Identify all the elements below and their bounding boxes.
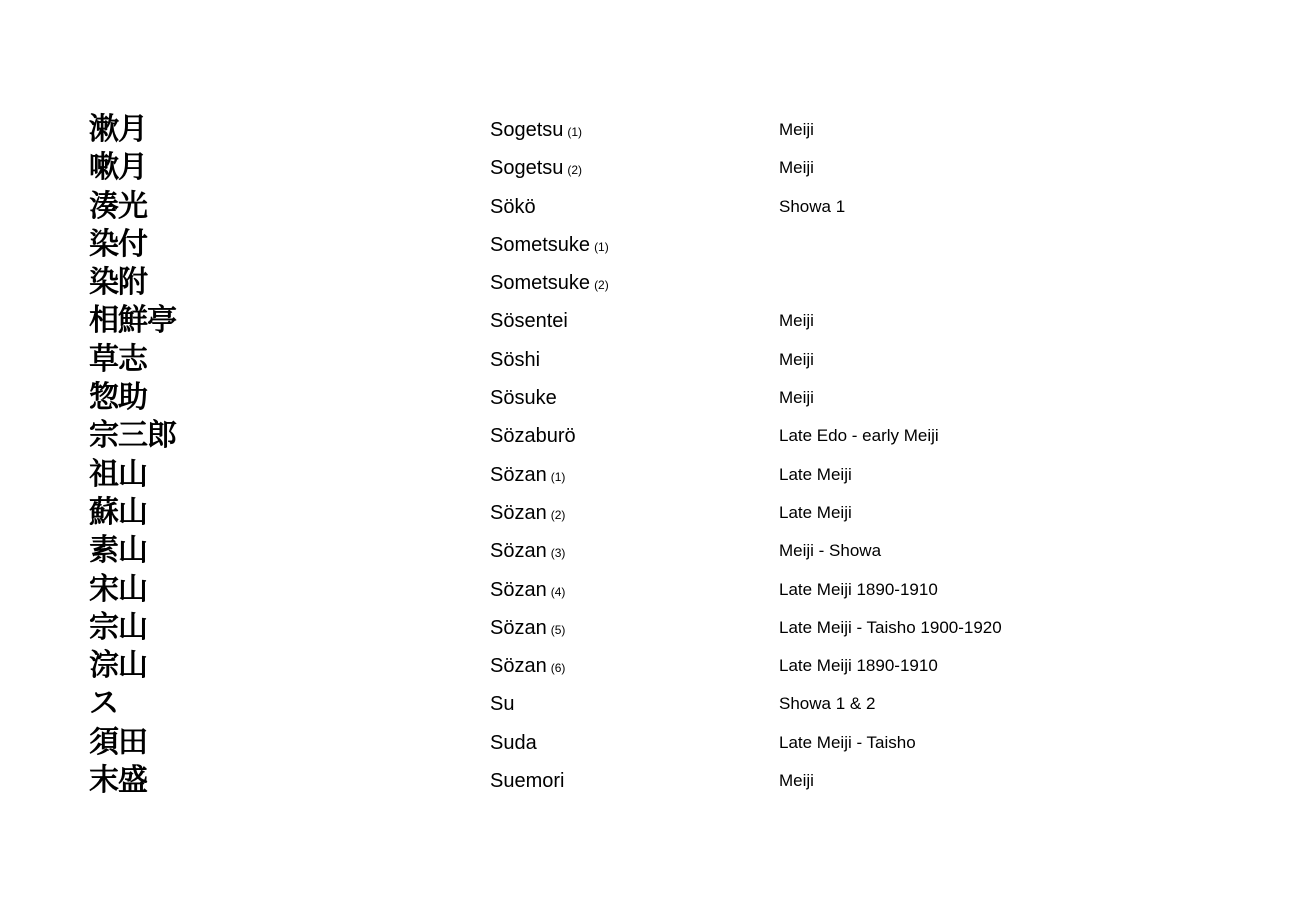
table-row xyxy=(89,571,1089,609)
variant-number: (2) xyxy=(567,163,583,178)
period-text: Late Meiji 1890-1910 xyxy=(779,656,938,676)
table-row xyxy=(89,341,1089,379)
period-text: Late Meiji xyxy=(779,464,852,484)
romanized-name xyxy=(490,532,565,570)
romanized-name xyxy=(490,417,580,455)
table-row xyxy=(89,111,1089,149)
name-text: Sometsuke xyxy=(490,233,591,256)
table-row xyxy=(89,532,1089,570)
table-row xyxy=(89,264,1089,302)
name-text: Sözan xyxy=(490,501,547,524)
table-row xyxy=(89,762,1089,800)
name-text: Suda xyxy=(490,731,537,754)
kanji-mark: 素山 xyxy=(89,533,147,569)
name-text: Sözan xyxy=(490,655,547,678)
kanji-mark: 宗三郎 xyxy=(89,418,176,454)
kanji-mark: 祖山 xyxy=(89,456,147,492)
variant-number: (6) xyxy=(550,661,566,676)
period-text: Late Meiji - Taisho 1900-1920 xyxy=(779,617,1002,637)
kanji-mark: 相鮮亭 xyxy=(89,303,176,339)
romanized-name xyxy=(490,494,565,532)
table-row xyxy=(89,456,1089,494)
name-text: Sözan xyxy=(490,463,547,486)
kanji-mark: 宗山 xyxy=(89,609,147,645)
romanized-name xyxy=(490,111,582,149)
name-text: Su xyxy=(490,693,515,716)
period-text: Meiji xyxy=(779,158,814,178)
table-row xyxy=(89,188,1089,226)
variant-number: (1) xyxy=(567,125,583,139)
variant-number: (4) xyxy=(550,584,566,599)
period-text: Meiji xyxy=(779,311,814,331)
period-text: Meiji xyxy=(779,388,814,408)
kanji-mark: 惣助 xyxy=(89,380,147,416)
romanized-name xyxy=(490,341,544,379)
kanji-mark: 染附 xyxy=(89,265,147,301)
variant-number: (2) xyxy=(550,507,566,522)
period-text: Meiji xyxy=(779,120,814,139)
kanji-mark: 草志 xyxy=(89,341,147,377)
kanji-mark: 染付 xyxy=(89,226,147,262)
romanized-name xyxy=(490,762,568,800)
period-text: Meiji xyxy=(779,349,814,369)
variant-number: (1) xyxy=(594,239,609,254)
romanized-name xyxy=(490,379,561,417)
period-text: Showa 1 xyxy=(779,196,846,216)
variant-number: (1) xyxy=(550,469,566,484)
name-text: Sözan xyxy=(490,540,547,563)
kanji-mark: 宋山 xyxy=(89,571,147,607)
romanized-name xyxy=(490,188,540,226)
name-text: Suemori xyxy=(490,770,565,793)
name-text: Sökö xyxy=(490,195,536,218)
kanji-mark: 蘇山 xyxy=(89,494,147,530)
romanized-name xyxy=(490,724,541,762)
variant-number: (2) xyxy=(594,278,609,293)
table-row xyxy=(89,226,1089,264)
name-text: Sogetsu xyxy=(490,119,564,141)
variant-number: (3) xyxy=(550,546,566,561)
name-text: Sözaburö xyxy=(490,425,576,448)
romanized-name xyxy=(490,609,565,647)
kanji-mark: ス xyxy=(89,686,118,722)
romanized-name xyxy=(490,571,565,609)
period-text: Late Meiji 1890-1910 xyxy=(779,579,938,599)
variant-number: (5) xyxy=(550,622,566,637)
name-text: Söshi xyxy=(490,348,541,371)
table-row xyxy=(89,149,1089,187)
romanized-name xyxy=(490,264,609,302)
period-text: Meiji - Showa xyxy=(779,541,882,561)
table-row xyxy=(89,379,1089,417)
romanized-name xyxy=(490,456,565,494)
kanji-mark: 湊光 xyxy=(89,188,147,224)
table-row xyxy=(89,647,1089,685)
name-text: Sösentei xyxy=(490,310,568,333)
kanji-mark: 漱月 xyxy=(89,112,147,147)
period-text: Showa 1 & 2 xyxy=(779,694,876,714)
table-row xyxy=(89,609,1089,647)
table-row xyxy=(89,302,1089,340)
kanji-mark: 末盛 xyxy=(89,763,147,799)
kanji-mark: 須田 xyxy=(89,724,147,760)
name-text: Sözan xyxy=(490,578,547,601)
name-text: Sogetsu xyxy=(490,157,564,180)
romanized-name xyxy=(490,647,565,685)
romanized-name xyxy=(490,149,582,187)
period-text: Meiji xyxy=(779,771,814,791)
name-text: Sözan xyxy=(490,616,547,639)
kanji-mark: 嗽月 xyxy=(89,150,147,186)
table-row xyxy=(89,417,1089,455)
period-text: Late Meiji xyxy=(779,502,852,522)
name-text: Sometsuke xyxy=(490,272,591,295)
romanized-name xyxy=(490,685,518,723)
table-row xyxy=(89,724,1089,762)
kanji-mark: 淙山 xyxy=(89,648,147,684)
mark-table xyxy=(89,111,1089,800)
period-text: Late Meiji - Taisho xyxy=(779,732,916,752)
name-text: Sösuke xyxy=(490,387,557,410)
period-text: Late Edo - early Meiji xyxy=(779,426,939,446)
table-row xyxy=(89,685,1089,723)
romanized-name xyxy=(490,302,572,340)
table-row xyxy=(89,494,1089,532)
romanized-name xyxy=(490,226,609,264)
